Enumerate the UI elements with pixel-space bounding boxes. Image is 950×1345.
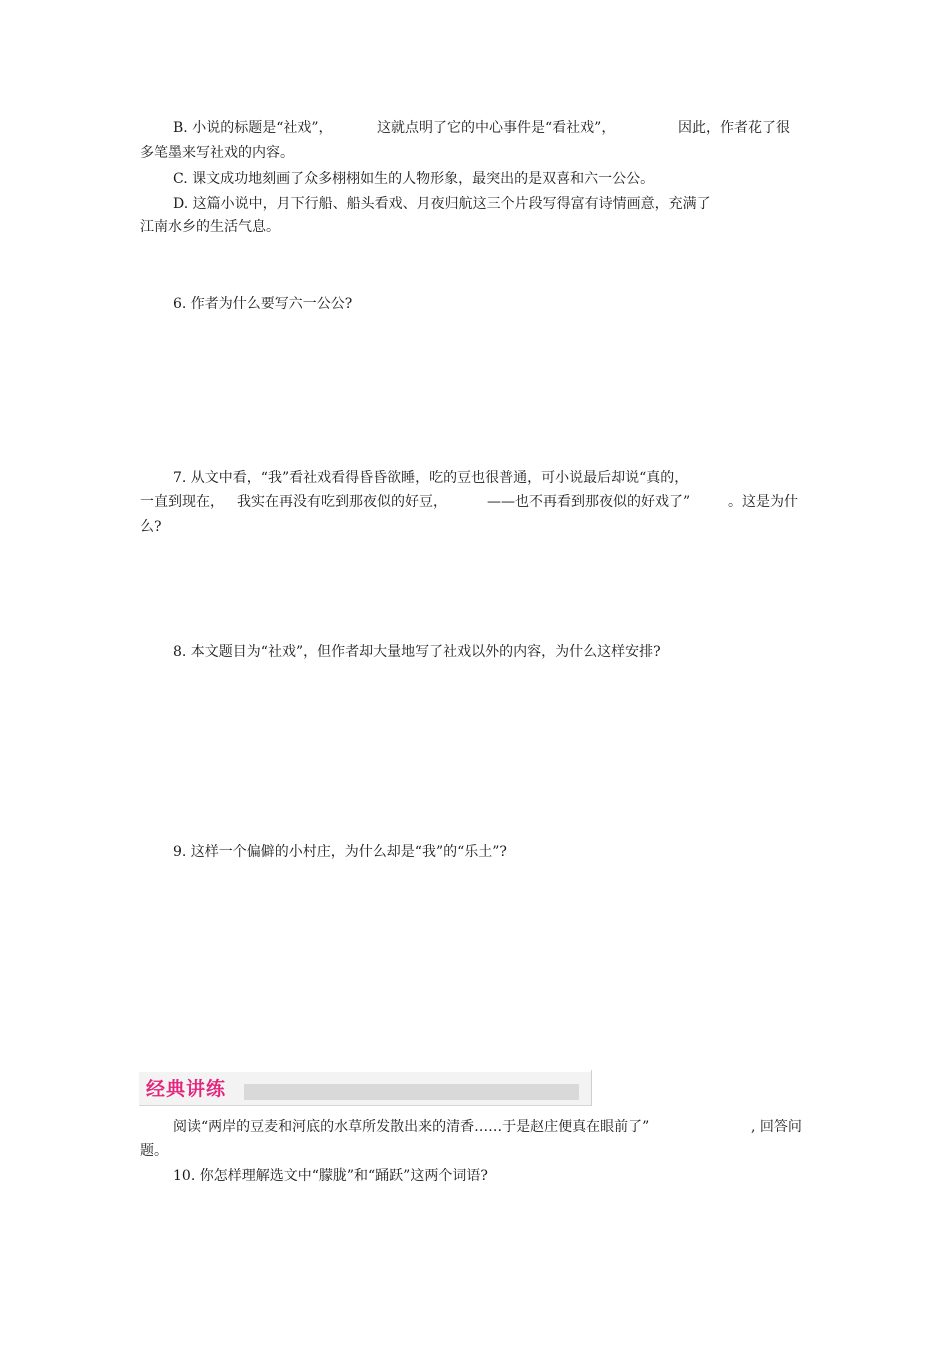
reading-intro-line-2: 题。: [140, 1143, 168, 1159]
question-9: 9. 这样一个偏僻的小村庄，为什么却是“我”的“乐土”?: [173, 844, 507, 860]
question-6: 6. 作者为什么要写六一公公?: [173, 296, 353, 312]
question-10: 10. 你怎样理解选文中“朦胧”和“踊跃”这两个词语?: [173, 1168, 488, 1184]
option-b-line-1-part-1: B. 小说的标题是“社戏”，: [173, 120, 333, 136]
option-b-line-1-part-2: 这就点明了它的中心事件是“看社戏”，: [377, 120, 616, 136]
question-7-line-2-part-3: ——也不再看到那夜似的好戏了”: [487, 494, 691, 510]
option-b-line-2: 多笔墨来写社戏的内容。: [140, 145, 294, 161]
question-7-line-3: 么?: [140, 519, 162, 535]
section-banner-edge: [591, 1070, 592, 1106]
question-7-line-2-part-4: 。这是为什: [728, 494, 798, 510]
question-7-line-2-part-1: 一直到现在，: [140, 494, 224, 510]
reading-intro-line-1-part-1: 阅读“两岸的豆麦和河底的水草所发散出来的清香……于是赵庄便真在眼前了”: [173, 1119, 650, 1135]
question-7-line-1: 7. 从文中看，“我”看社戏看得昏昏欲睡，吃的豆也很普通，可小说最后却说“真的，: [173, 470, 689, 486]
question-8: 8. 本文题目为“社戏”，但作者却大量地写了社戏以外的内容，为什么这样安排?: [173, 644, 661, 660]
section-banner-bar: [244, 1084, 579, 1100]
option-d-line-1: D. 这篇小说中，月下行船、船头看戏、月夜归航这三个片段写得富有诗情画意，充满了: [173, 196, 711, 212]
option-c: C. 课文成功地刻画了众多栩栩如生的人物形象，最突出的是双喜和六一公公。: [173, 171, 655, 187]
option-d-line-2: 江南水乡的生活气息。: [140, 219, 280, 235]
reading-intro-line-1-part-2: , 回答问: [751, 1119, 802, 1135]
option-b-line-1-part-3: 因此，作者花了很: [678, 120, 790, 136]
section-title: 经典讲练: [146, 1078, 227, 1100]
question-7-line-2-part-2: 我实在再没有吃到那夜似的好豆，: [237, 494, 447, 510]
